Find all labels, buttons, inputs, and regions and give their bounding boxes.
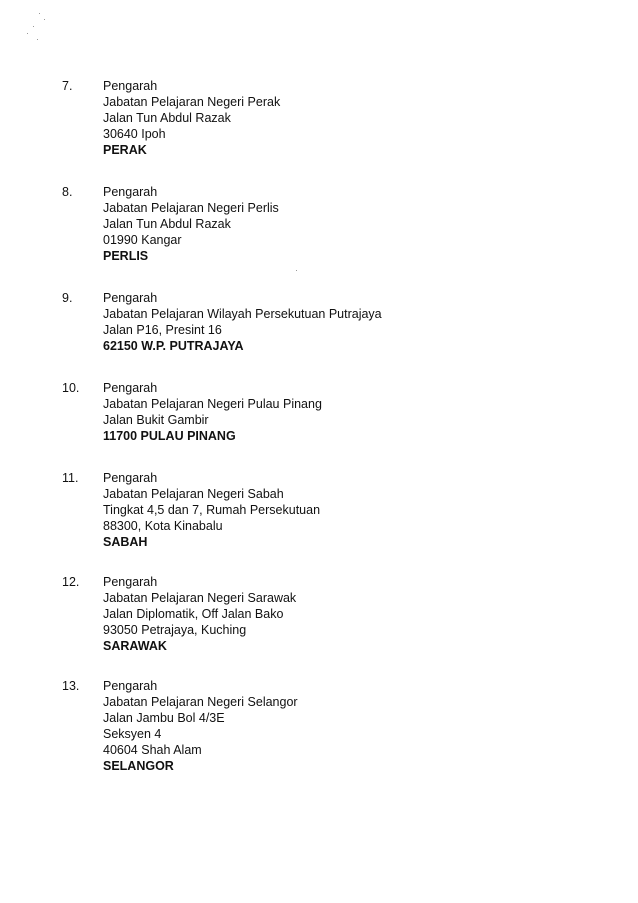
address-state-line: SARAWAK [103, 639, 167, 653]
address-line: 30640 Ipoh [103, 127, 166, 141]
address-line: Jabatan Pelajaran Negeri Perlis [103, 201, 279, 215]
address-line: Pengarah [103, 185, 158, 199]
entry-number: 9. [62, 291, 73, 305]
address-line: Pengarah [103, 679, 158, 693]
address-lines [103, 380, 322, 444]
address-lines [103, 470, 320, 550]
entry-number: 7. [62, 79, 73, 93]
address-line: Jalan P16, Presint 16 [103, 323, 222, 337]
address-line: Jalan Diplomatik, Off Jalan Bako [103, 607, 284, 621]
address-lines [103, 678, 298, 774]
address-state-line: PERLIS [103, 249, 149, 263]
address-state-line: 11700 PULAU PINANG [103, 429, 236, 443]
address-line: 88300, Kota Kinabalu [103, 519, 223, 533]
scan-speck [39, 13, 40, 14]
scan-speck [44, 19, 45, 20]
address-line: Jabatan Pelajaran Wilayah Persekutuan Putrajaya [103, 307, 382, 321]
address-line: Pengarah [103, 79, 158, 93]
address-line: Pengarah [103, 291, 158, 305]
address-line: Jalan Bukit Gambir [103, 413, 209, 427]
entry-number: 11. [62, 471, 79, 485]
address-line: Tingkat 4,5 dan 7, Rumah Persekutuan [103, 503, 321, 517]
address-line: 40604 Shah Alam [103, 743, 202, 757]
address-line: Pengarah [103, 471, 158, 485]
address-lines [103, 78, 280, 158]
address-lines [103, 290, 382, 354]
scan-speck [27, 33, 28, 34]
address-line: Seksyen 4 [103, 727, 162, 741]
address-line: Jalan Tun Abdul Razak [103, 111, 231, 125]
entry-number: 10. [62, 381, 80, 395]
address-lines [103, 574, 296, 654]
address-line: Jabatan Pelajaran Negeri Perak [103, 95, 281, 109]
address-line: 93050 Petrajaya, Kuching [103, 623, 247, 637]
address-line: Jabatan Pelajaran Negeri Sabah [103, 487, 284, 501]
scan-speck [37, 39, 38, 40]
scan-speck [296, 270, 297, 271]
address-line: Pengarah [103, 381, 158, 395]
address-state-line: SABAH [103, 535, 148, 549]
entry-number: 12. [62, 575, 80, 589]
address-line: Jabatan Pelajaran Negeri Sarawak [103, 591, 297, 605]
entry-number: 13. [62, 679, 80, 693]
address-state-line: PERAK [103, 143, 147, 157]
address-line: 01990 Kangar [103, 233, 182, 247]
entry-number: 8. [62, 185, 73, 199]
scan-speck [33, 26, 34, 27]
address-state-line: 62150 W.P. PUTRAJAYA [103, 339, 244, 353]
address-line: Jalan Tun Abdul Razak [103, 217, 231, 231]
address-line: Jalan Jambu Bol 4/3E [103, 711, 225, 725]
address-line: Pengarah [103, 575, 158, 589]
address-lines [103, 184, 279, 264]
address-line: Jabatan Pelajaran Negeri Selangor [103, 695, 298, 709]
address-line: Jabatan Pelajaran Negeri Pulau Pinang [103, 397, 322, 411]
address-state-line: SELANGOR [103, 759, 174, 773]
